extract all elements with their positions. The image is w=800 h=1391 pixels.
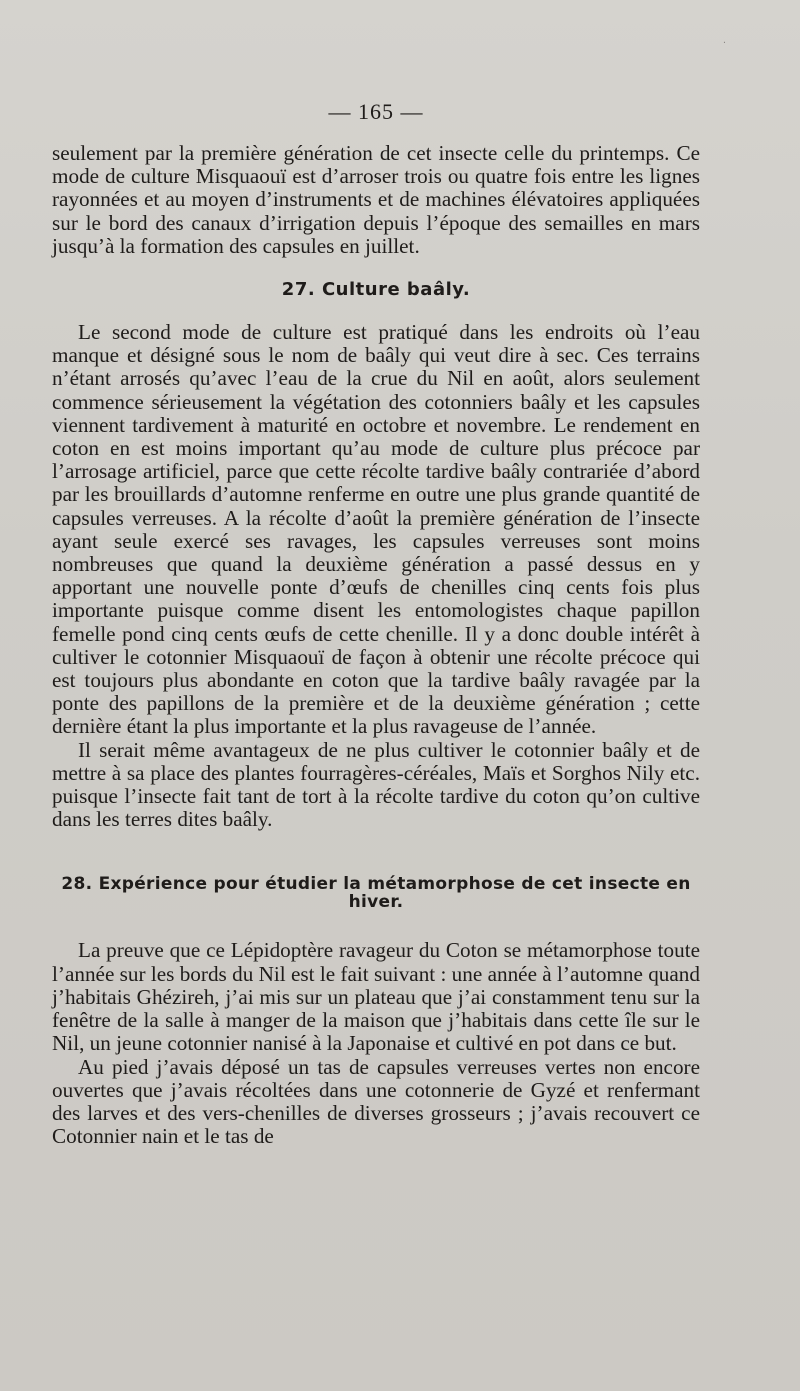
section-27-paragraph-2: Il serait même avantageux de ne plus cultiver le cotonnier baâly et de mettre à sa place des plantes fourragères-céréales, Maïs et Sorghos Nily etc. puisque l’insecte fait tant de tort à la récolte tardive du coton qu’on cultive dans les terres dites baâly. [52,737,700,832]
intro-paragraph: seulement par la première génération de cet insecte celle du printemps. Ce mode de culture Misquaouï est d’arroser trois ou quatre fois entre les lignes rayonnées et au moyen d’instruments et de machines élévatoires appliquées sur le bord des canaux d’irrigation depuis l’époque des semailles en mars jusqu’à la formation des capsules en juillet. [52,141,700,258]
section-28-heading: 28. Expérience pour étudier la métamorphose de cet insecte en hiver. [61,874,691,913]
section-27-paragraph-1: Le second mode de culture est pratiqué dans les endroits où l’eau manque et désigné sous le nom de baâly qui veut dire à sec. Ces terrains n’étant arrosés qu’avec l’eau de la crue du Nil en août, alors seulement commence sérieusement la végétation des cotonniers baâly et les capsules viennent tardivement à maturité en octobre et novembre. Le rendement en coton en est moins important qu’au mode de culture plus précoce par l’arrosage artificiel, parce que cette récolte tardive baâly contrariée d’abord par les brouillards d’automne renferme en outre une plus grande quantité de capsules verreuses. A la récolte d’août la première génération de l’insecte ayant seule exercé ses ravages, les capsules verreuses sont moins nombreuses que quand la deuxième génération a passé dessus en y apportant une nouvelle ponte d’œufs de chenilles cinq cents fois plus importante puisque comme disent les entomologistes chaque papillon femelle pond cinq cents œufs de cette chenille. Il y a donc double intérêt à cultiver le cotonnier Misquaouï de façon à obtenir une récolte précoce qui est toujours plus abondante en coton que la tardive baâly ravagée par la ponte des papillons de la première et de la deuxième génération ; cette dernière étant la plus importante et la plus ravageuse de l’année. [52,320,700,739]
page-content [52,96,700,1148]
section-28-paragraph-1: La preuve que ce Lépidoptère ravageur du Coton se métamorphose toute l’année sur les bords du Nil est le fait suivant : une année à l’automne quand j’habitais Ghézireh, j’ai mis sur un plateau que j’ai constamment tenu sur la fenêtre de la salle à manger de la maison que j’habitais dans cette île sur le Nil, un jeune cotonnier nanisé à la Japonaise et cultivé en pot dans ce but. [52,938,700,1056]
section-27-heading: 27. Culture baâly. [281,279,471,301]
page-number: — 165 — [328,99,424,124]
section-28-paragraph-2: Au pied j’avais déposé un tas de capsules verreuses vertes non encore ouvertes que j’avais récoltées dans une cotonnerie de Gyzé et renfermant des larves et des vers-chenilles de diverses grosseurs ; j’avais recouvert ce Cotonnier nain et le tas de [52,1054,700,1149]
page-corner-mark: · [722,38,726,49]
